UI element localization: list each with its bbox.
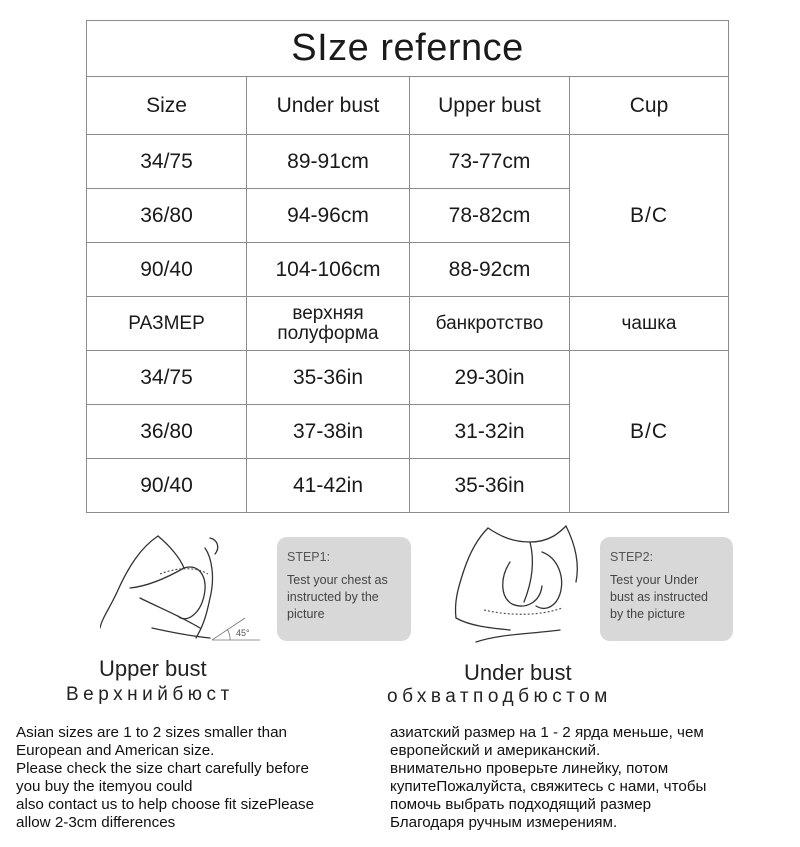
cup-cell: B/C	[570, 135, 729, 297]
ru-header-upper-bust: банкротство	[410, 297, 570, 351]
ru-header-size: РАЗМЕР	[87, 297, 247, 351]
note-line: also contact us to help choose fit sizePlease	[16, 796, 315, 813]
step2-title: STEP2:	[610, 550, 654, 564]
header-under-bust: Under bust	[247, 77, 410, 135]
table-row	[87, 351, 729, 405]
upper-bust-cell: 29-30in	[410, 351, 570, 405]
size-cell: 36/80	[87, 189, 247, 243]
step1-text: Test your chest as instructed by the picture	[287, 573, 388, 621]
size-cell: 34/75	[87, 351, 247, 405]
note-line: купитеПожалуйста, свяжитесь с нами, чтобы	[390, 778, 707, 795]
note-line: внимательно проверьте линейку, потом	[390, 760, 669, 777]
under-bust-cell: 37-38in	[247, 405, 410, 459]
step1-title: STEP1:	[287, 550, 331, 564]
step2-box	[600, 537, 733, 641]
upper-bust-cell: 73-77cm	[410, 135, 570, 189]
size-cell: 90/40	[87, 243, 247, 297]
note-line: Asian sizes are 1 to 2 sizes smaller than	[16, 724, 287, 741]
size-cell: 36/80	[87, 405, 247, 459]
under-bust-caption: Under bust	[464, 660, 572, 685]
upper-bust-illustration	[100, 528, 265, 648]
upper-bust-cell: 78-82cm	[410, 189, 570, 243]
step1-box	[277, 537, 411, 641]
under-bust-caption-ru: обхватподбюстом	[387, 686, 612, 707]
notes-english	[16, 724, 314, 832]
step2-text: Test your Under bust as instructed by the picture	[610, 573, 708, 621]
upper-bust-cell: 31-32in	[410, 405, 570, 459]
notes-russian	[390, 724, 706, 832]
header-upper-bust: Upper bust	[410, 77, 570, 135]
size-cell: 34/75	[87, 135, 247, 189]
header-size: Size	[87, 77, 247, 135]
note-line: allow 2-3cm differences	[16, 814, 176, 831]
note-line: you buy the itemyou could	[16, 778, 193, 795]
under-bust-cell: 104-106cm	[247, 243, 410, 297]
note-line: Please check the size chart carefully before	[16, 760, 309, 777]
note-line: европейский и американский.	[390, 742, 601, 759]
upper-bust-caption: Upper bust	[99, 656, 207, 681]
under-bust-cell: 89-91cm	[247, 135, 410, 189]
note-line: азиатский размер на 1 - 2 ярда меньше, чем	[390, 724, 704, 741]
under-bust-illustration	[440, 522, 595, 652]
header-cup: Cup	[570, 77, 729, 135]
table-row	[87, 135, 729, 189]
table-title: SIze refernce	[87, 21, 729, 77]
ru-header-cup: чашка	[570, 297, 729, 351]
size-cell: 90/40	[87, 459, 247, 513]
russian-header-row	[87, 297, 729, 351]
upper-bust-cell: 88-92cm	[410, 243, 570, 297]
under-bust-cell: 41-42in	[247, 459, 410, 513]
note-line: Благодаря ручным измерениям.	[390, 814, 618, 831]
size-table	[86, 20, 729, 513]
ru-header-under-bust: верхняя полуформа	[247, 297, 410, 351]
under-bust-cell: 94-96cm	[247, 189, 410, 243]
angle-label: 45°	[236, 628, 250, 638]
note-line: помочь выбрать подходящий размер	[390, 796, 652, 813]
header-row	[87, 77, 729, 135]
cup-cell: B/C	[570, 351, 729, 513]
upper-bust-cell: 35-36in	[410, 459, 570, 513]
under-bust-cell: 35-36in	[247, 351, 410, 405]
note-line: European and American size.	[16, 742, 215, 759]
upper-bust-caption-ru: Верхнийбюст	[66, 684, 234, 705]
